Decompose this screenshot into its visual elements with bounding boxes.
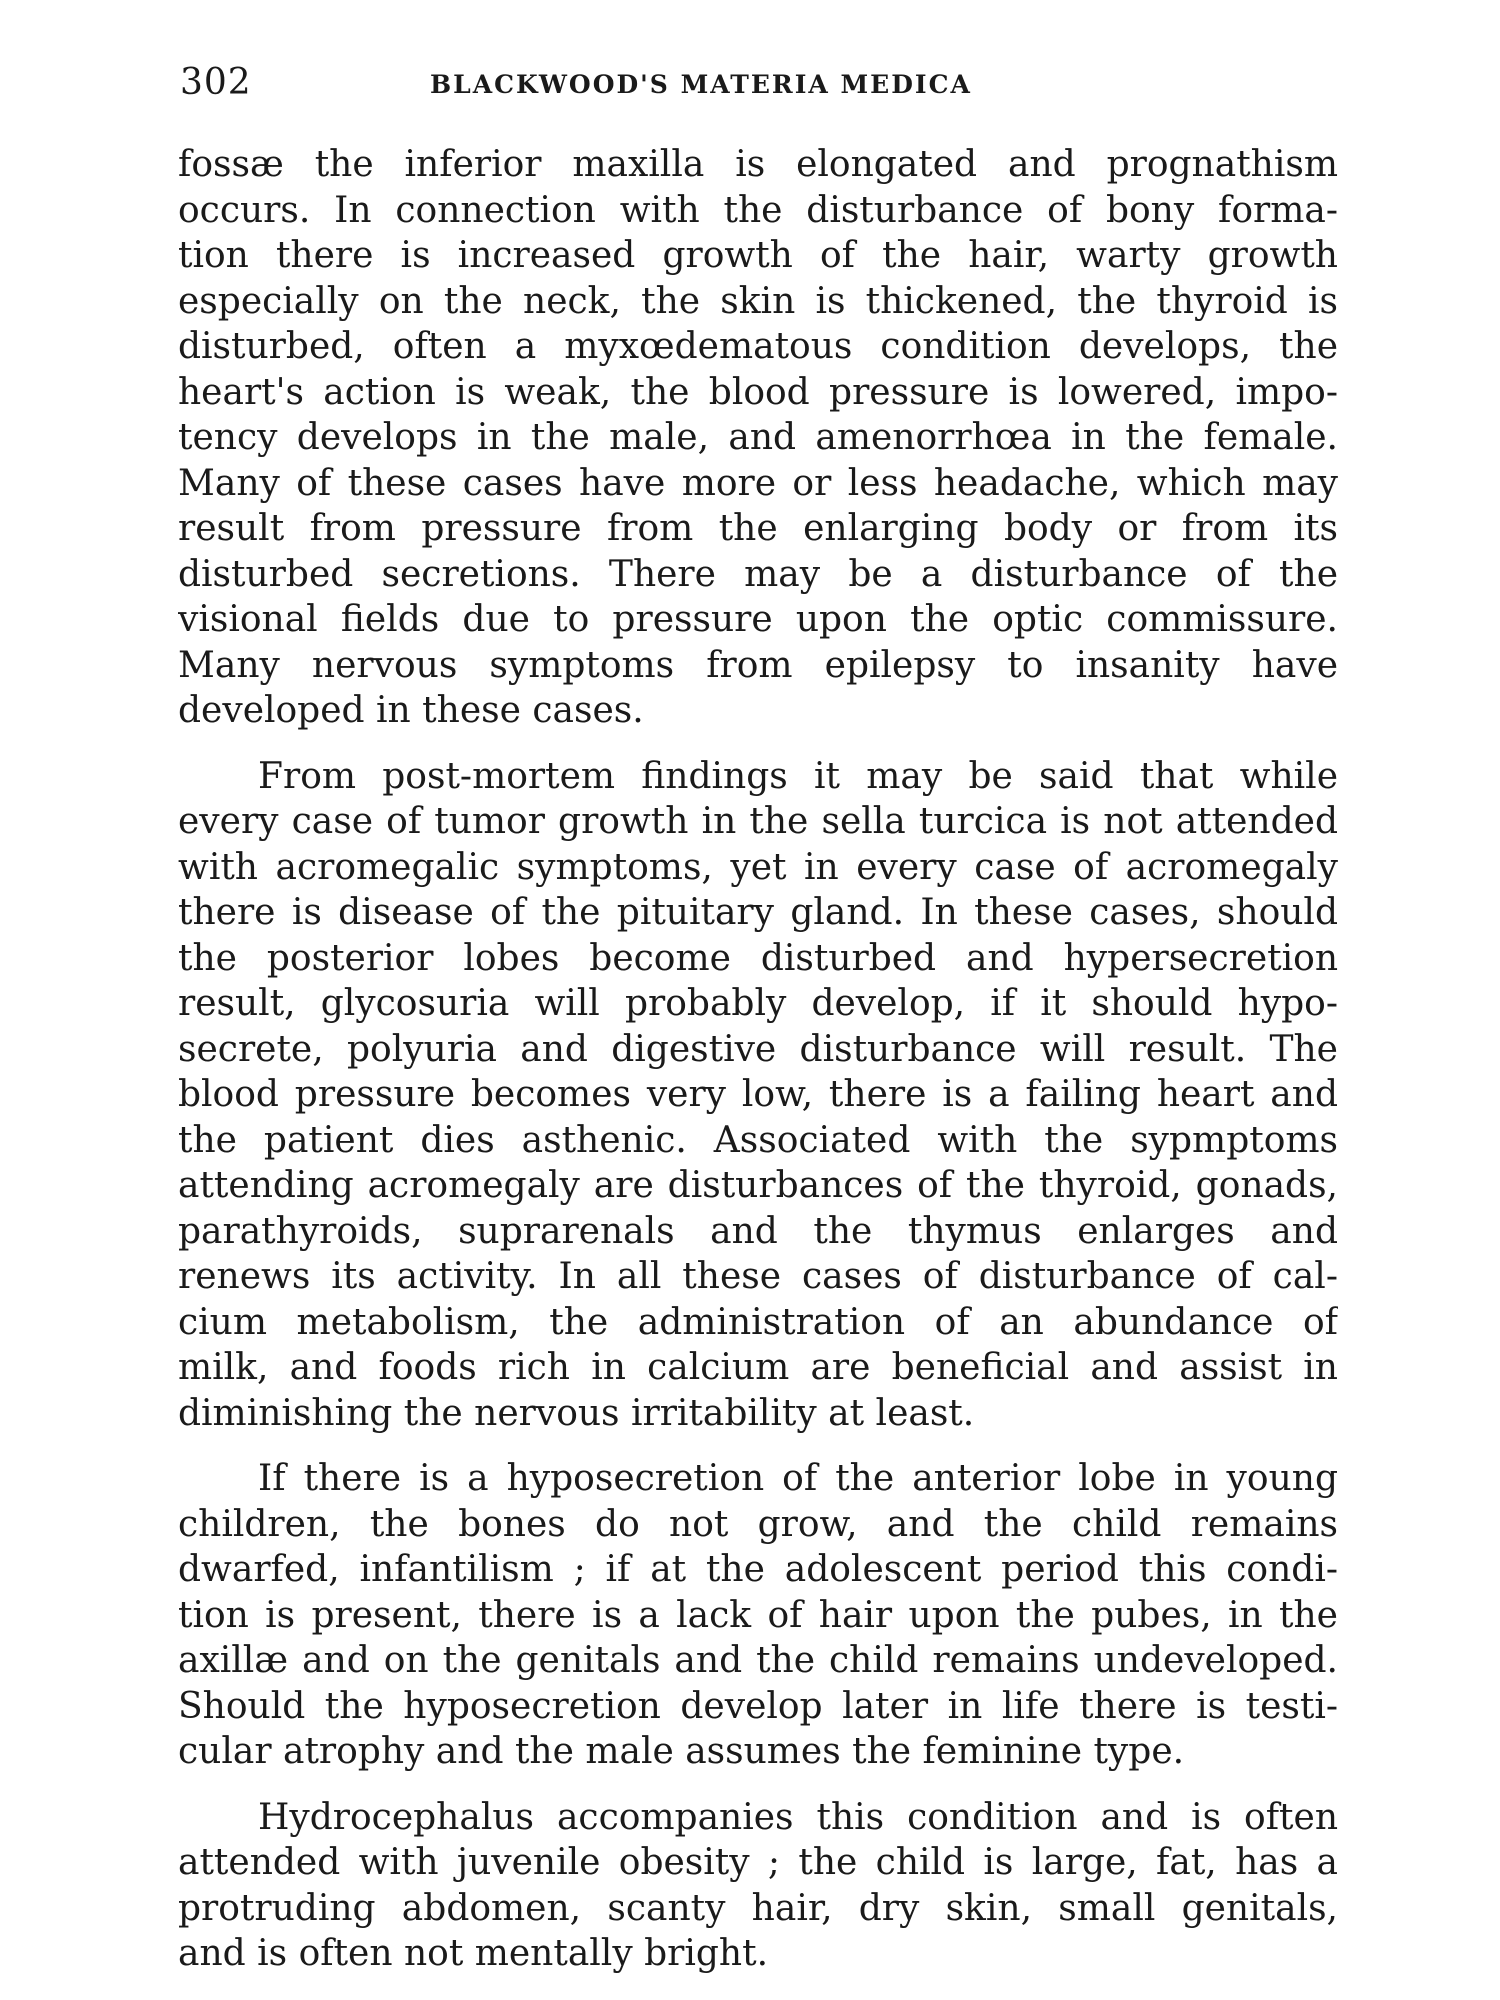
running-header <box>180 62 1350 112</box>
page-number: 302 <box>180 62 252 103</box>
text-line: From post-mortem findings it may be said that while <box>258 755 1338 797</box>
text-line: renews its activity. In all these cases of disturbance of cal- <box>178 1256 1338 1297</box>
text-line: Hydrocephalus accompanies this condition and is often <box>258 1796 1338 1838</box>
text-line: the posterior lobes become disturbed and hypersecretion <box>178 937 1338 979</box>
text-line: and is often not mentally bright. <box>178 1933 769 1974</box>
text-line: protruding abdomen, scanty hair, dry skin, small genitals, <box>178 1887 1338 1929</box>
text-line: developed in these cases. <box>178 690 644 731</box>
text-line: occurs. In connection with the disturbance of bony forma- <box>178 189 1338 231</box>
text-line: attending acromegaly are disturbances of the thyroid, gonads, <box>178 1165 1338 1206</box>
text-line: Many of these cases have more or less headache, which may <box>178 462 1338 504</box>
paragraph-1 <box>178 142 1338 734</box>
text-line: Many nervous symptoms from epilepsy to insanity have <box>178 644 1338 686</box>
text-line: with acromegalic symptoms, yet in every case of acromegaly <box>178 846 1338 888</box>
text-line: milk, and foods rich in calcium are beneficial and assist in <box>178 1347 1338 1388</box>
text-line: attended with juvenile obesity ; the child is large, fat, has a <box>178 1842 1338 1883</box>
text-line: diminishing the nervous irritability at least. <box>178 1392 975 1434</box>
text-line: parathyroids, suprarenals and the thymus enlarges and <box>178 1210 1338 1252</box>
text-line: especially on the neck, the skin is thickened, the thyroid is <box>178 280 1338 322</box>
running-title: BLACKWOOD'S MATERIA MEDICA <box>430 70 972 99</box>
text-line: heart's action is weak, the blood pressure is lowered, impo- <box>178 371 1338 413</box>
text-line: tency develops in the male, and amenorrhœa in the female. <box>178 417 1338 458</box>
text-line: visional fields due to pressure upon the optic commissure. <box>178 599 1338 640</box>
body-text <box>178 142 1338 1977</box>
text-line: the patient dies asthenic. Associated with the sypmptoms <box>178 1119 1338 1161</box>
text-line: Should the hyposecretion develop later in life there is testi- <box>178 1685 1338 1727</box>
text-line: If there is a hyposecretion of the anterior lobe in young <box>258 1458 1338 1499</box>
text-line: children, the bones do not grow, and the child remains <box>178 1503 1338 1545</box>
text-line: disturbed, often a myxœdematous condition develops, the <box>178 326 1338 367</box>
paragraph-4 <box>178 1795 1338 1977</box>
text-line: result, glycosuria will probably develop, if it should hypo- <box>178 983 1338 1024</box>
text-line: fossæ the inferior maxilla is elongated and prognathism <box>178 144 1338 185</box>
text-line: tion there is increased growth of the hair, warty growth <box>178 235 1338 276</box>
text-line: disturbed secretions. There may be a disturbance of the <box>178 553 1338 595</box>
text-line: there is disease of the pituitary gland. In these cases, should <box>178 892 1338 933</box>
text-line: blood pressure becomes very low, there is a failing heart and <box>178 1074 1338 1115</box>
text-line: cular atrophy and the male assumes the feminine type. <box>178 1731 1185 1772</box>
text-line: secrete, polyuria and digestive disturbance will result. The <box>178 1028 1338 1070</box>
text-line: result from pressure from the enlarging body or from its <box>178 508 1338 549</box>
text-line: cium metabolism, the administration of an abundance of <box>178 1301 1338 1343</box>
paragraph-2 <box>178 754 1338 1437</box>
text-line: every case of tumor growth in the sella turcica is not attended <box>178 801 1338 842</box>
paragraph-3 <box>178 1456 1338 1775</box>
text-line: dwarfed, infantilism ; if at the adolescent period this condi- <box>178 1549 1338 1590</box>
text-line: tion is present, there is a lack of hair upon the pubes, in the <box>178 1594 1338 1636</box>
text-line: axillæ and on the genitals and the child remains undeveloped. <box>178 1640 1338 1681</box>
